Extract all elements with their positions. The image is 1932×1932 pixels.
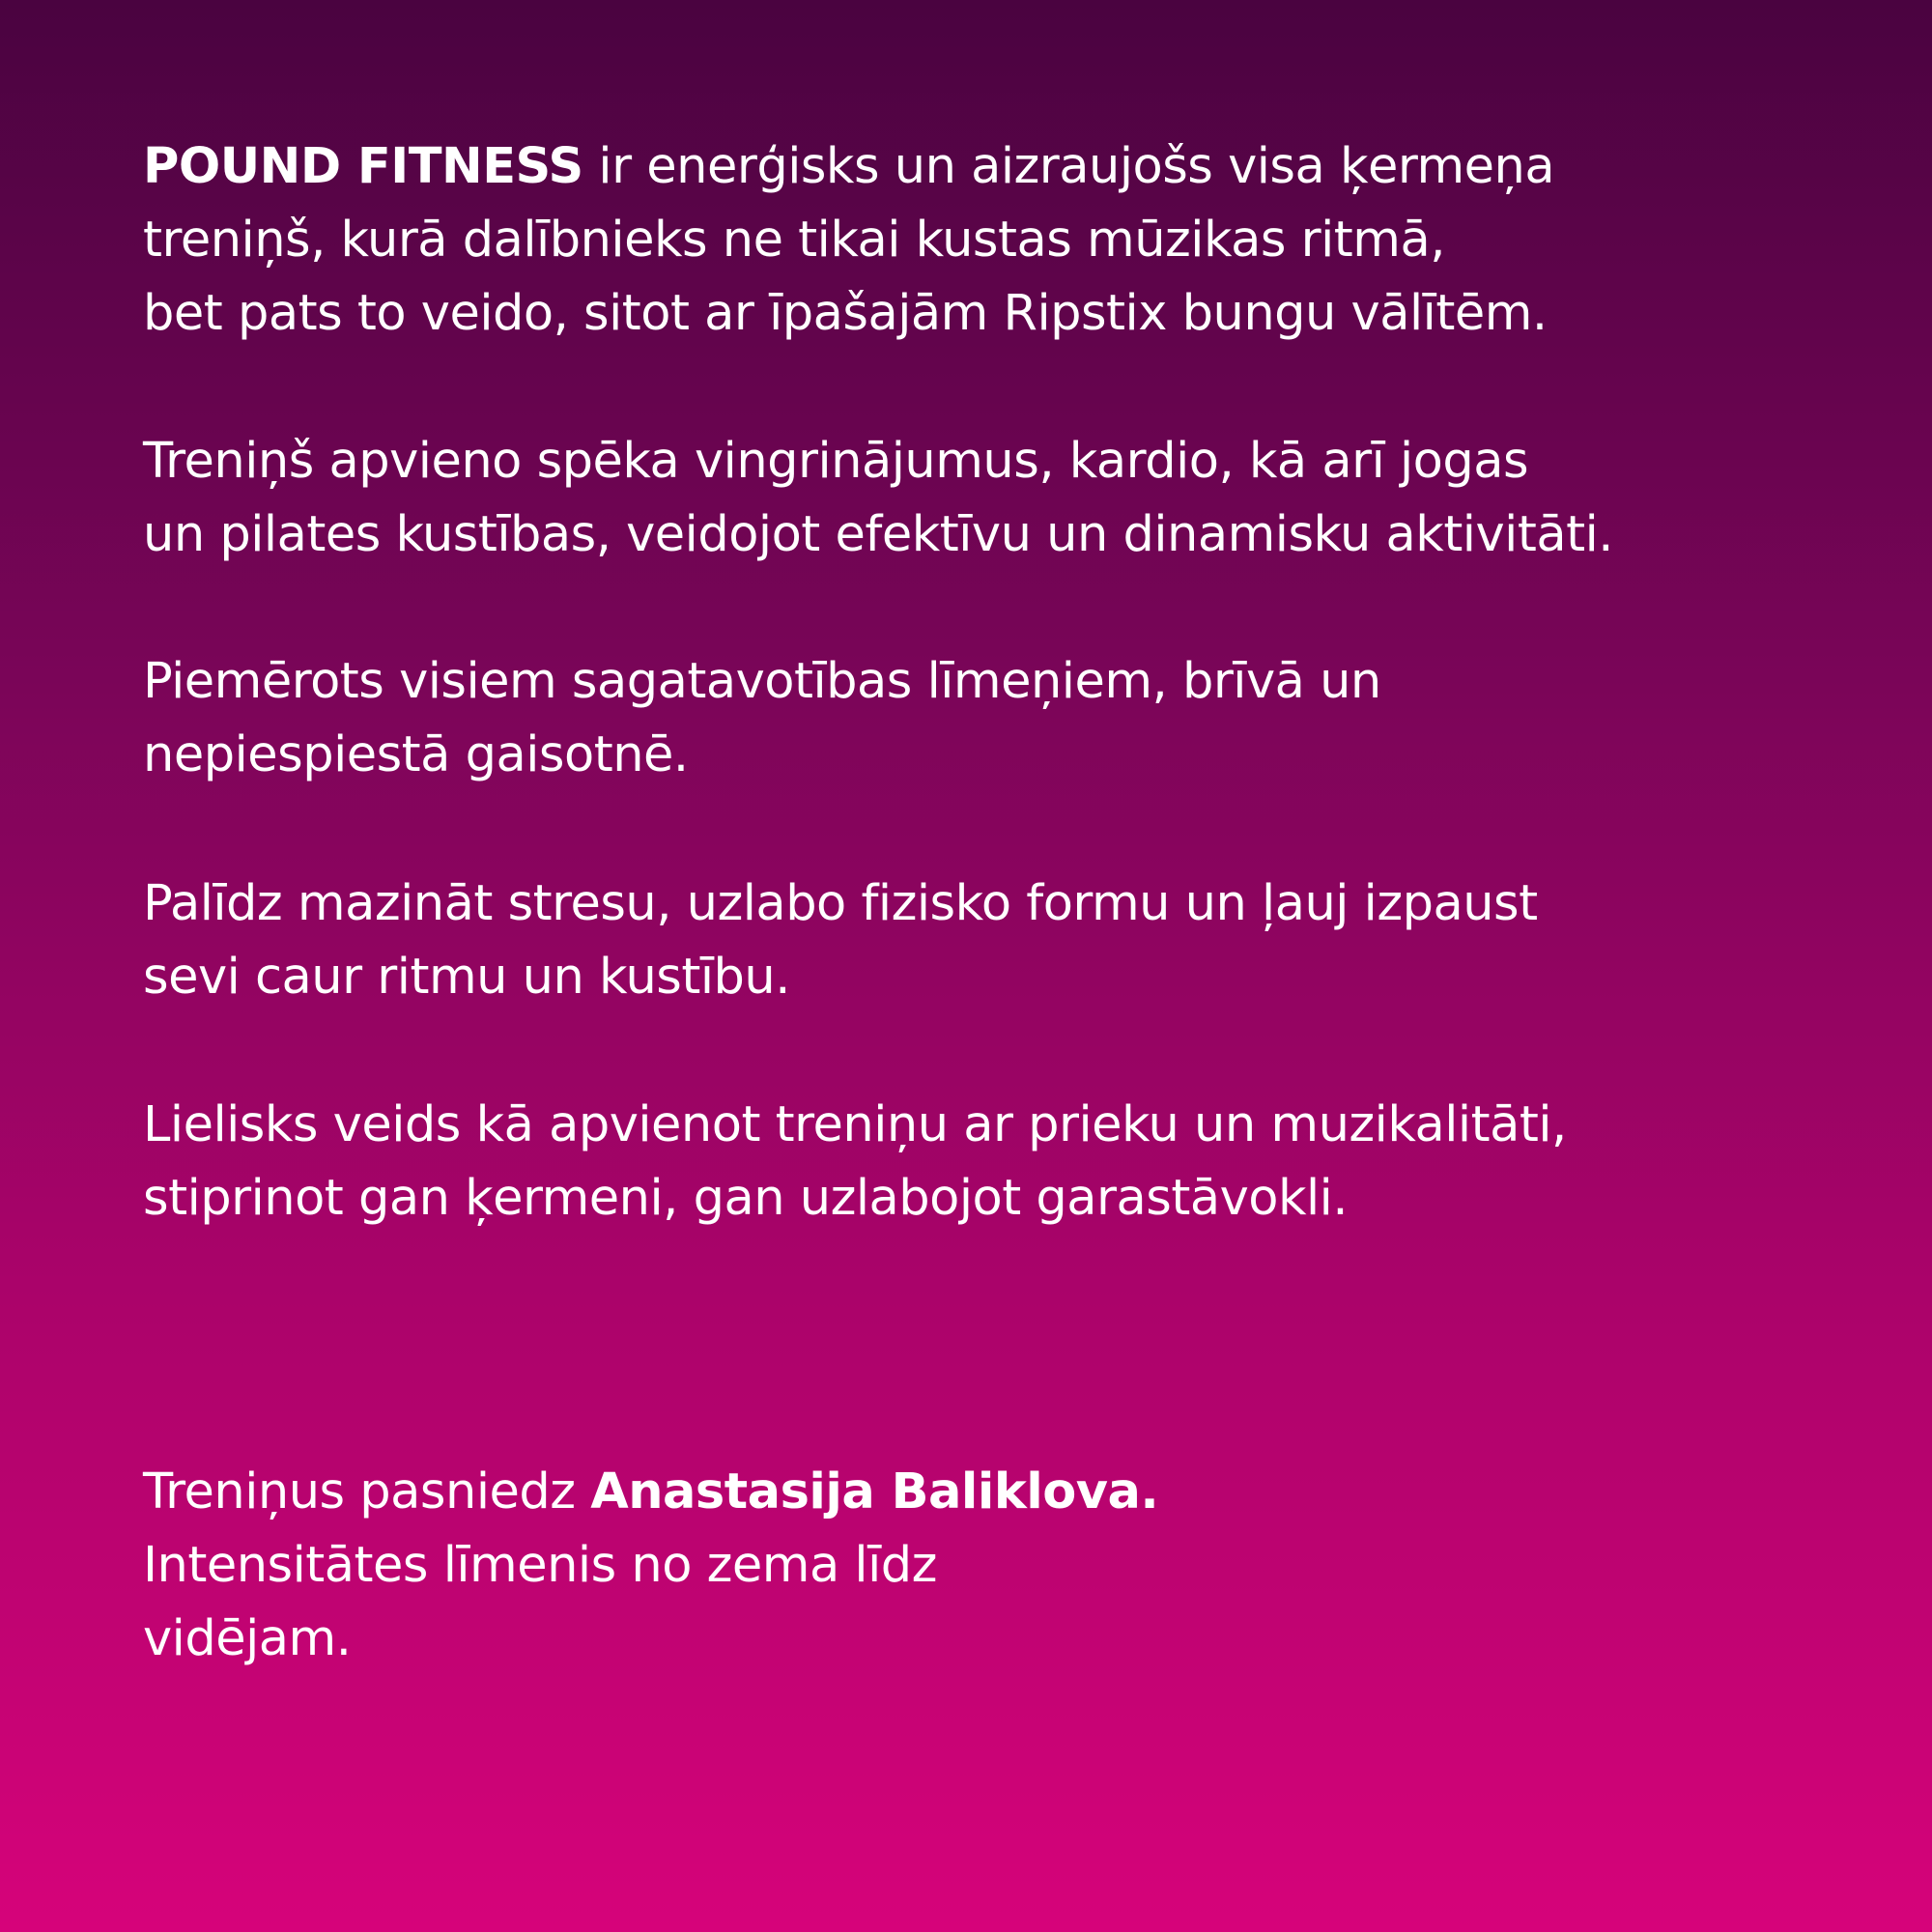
summary-line-1: Lielisks veids kā apvienot treniņu ar prieku un muzikalitāti, [143,1096,1567,1153]
benefits-line-2: sevi caur ritmu un kustību. [143,949,790,1006]
trainer-info-paragraph [143,1456,1158,1676]
summary-paragraph [143,1089,1567,1236]
intro-line-3: bet pats to veido, sitot ar īpašajām Ripstix bungu vālītēm. [143,285,1548,342]
trainer-line-1 [143,1456,1158,1529]
suitability-line-1: Piemērots visiem sagatavotības līmeņiem, brīvā un [143,653,1381,710]
intro-paragraph [143,130,1554,351]
benefits-line-1: Palīdz mazināt stresu, uzlabo fizisko formu un ļauj izpaust [143,875,1538,932]
intro-line-1-text: ir enerģisks un aizraujošs visa ķermeņa [582,138,1555,195]
intensity-line-1: Intensitātes līmenis no zema līdz [143,1537,937,1594]
intro-line-2: treniņš, kurā dalībnieks ne tikai kustas mūzikas ritmā, [143,212,1445,269]
suitability-paragraph [143,645,1381,792]
workout-description-line-1: Treniņš apvieno spēka vingrinājumus, kardio, kā arī jogas [143,433,1529,490]
suitability-line-2: nepiespiestā gaisotnē. [143,726,689,783]
intensity-line-2: vidējam. [143,1610,352,1667]
intro-line-1 [143,130,1554,204]
trainer-prefix: Treniņus pasniedz [143,1463,591,1520]
workout-description-line-2: un pilates kustības, veidojot efektīvu un dinamisku aktivitāti. [143,506,1613,563]
trainer-name: Anastasija Baliklova. [590,1463,1159,1520]
summary-line-2: stiprinot gan ķermeni, gan uzlabojot garastāvokli. [143,1170,1349,1227]
workout-description-paragraph [143,425,1613,572]
brand-name: POUND FITNESS [143,138,583,195]
benefits-paragraph [143,867,1538,1014]
